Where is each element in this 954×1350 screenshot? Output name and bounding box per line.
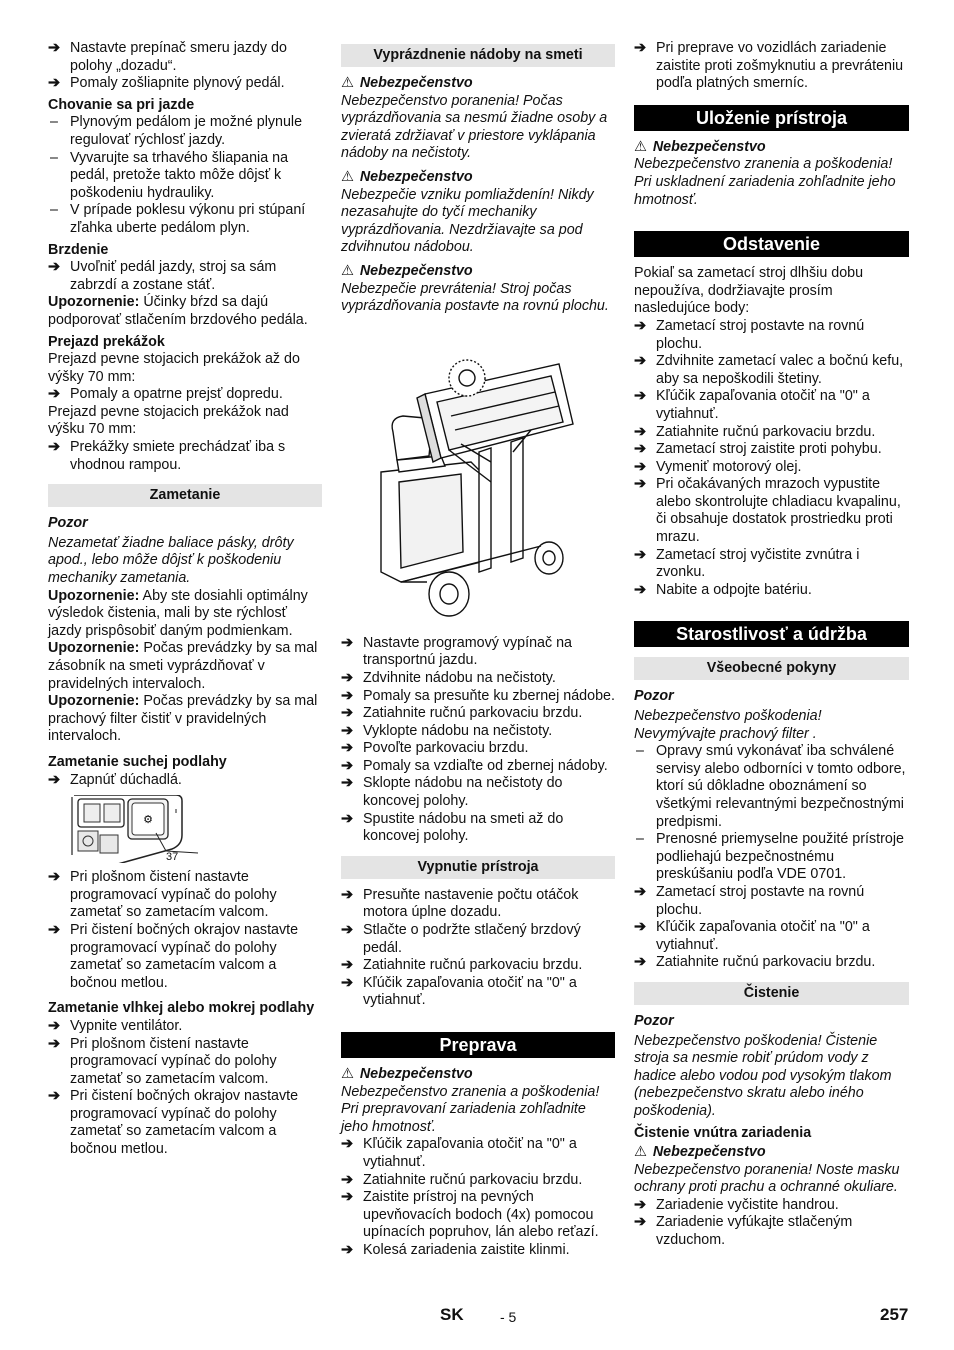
arrow-icon: ➔ — [341, 886, 353, 903]
note: Upozornenie: Počas prevádzky by sa mal zásobník na smeti vyprázdňovať v pravidelných intervaloch. — [48, 640, 318, 692]
arrow-icon: ➔ — [634, 40, 646, 56]
dash-icon: – — [636, 831, 644, 848]
footer-page-number: 257 — [880, 1305, 909, 1324]
list-item: ➔ Pomaly a opatrne prejsť dopredu. — [48, 386, 283, 403]
caution-text: Nebezpečenstvo poškodenia! Čistenie stroja sa nesmie robiť prúdom vody z hadice alebo vodou pod vysokým tlakom (nebezpečenstvo skratu alebo iného poškodenia). — [634, 1032, 892, 1119]
dash-icon: – — [50, 149, 58, 166]
column-right — [634, 40, 909, 1250]
arrow-icon: ➔ — [341, 1241, 353, 1258]
caution-text: Nevymývajte prachový filter . — [634, 725, 817, 742]
arrow-icon: ➔ — [48, 259, 60, 276]
list-item: ➔ Pri čistení bočných okrajov nastavte programovací vypínač do polohy zametať so zametacím valcom a bočnou metlou. — [48, 921, 299, 991]
danger-text: Nebezpečenstvo zranenia a poškodenia! Pri prepravovaní zariadenia zohľadnite jeho hmotnosť. — [341, 1083, 600, 1135]
list-item: ➔ Zatiahnite ručnú parkovaciu brzdu. — [341, 957, 583, 974]
arrow-icon: ➔ — [341, 722, 353, 739]
list-item: ➔ Presuňte nastavenie počtu otáčok motora úplne dozadu. — [341, 886, 579, 921]
section-care: Starostlivosť a údržba — [634, 621, 909, 647]
caution-label: Pozor — [634, 1012, 674, 1029]
arrow-icon: ➔ — [341, 669, 353, 686]
list-item: ➔ Zatiahnite ručnú parkovaciu brzdu. — [634, 954, 876, 971]
paragraph: Pokiaľ sa zametací stroj dlhšiu dobu nepoužíva, dodržiavajte prosím nasledujúce body: — [634, 265, 864, 317]
warning-icon: ⚠ — [341, 75, 354, 91]
arrow-icon: ➔ — [634, 423, 646, 440]
arrow-icon: ➔ — [48, 75, 60, 92]
list-item: – Plynovým pedálom je možné plynule regulovať rýchlosť jazdy. — [50, 114, 303, 148]
list-item: ➔ Zariadenie vyfúkajte stlačeným vzduchom. — [634, 1214, 853, 1249]
section-general: Všeobecné pokyny — [634, 657, 909, 680]
section-storage: Uloženie prístroja — [634, 105, 909, 131]
list-item: ➔ Vymeniť motorový olej. — [634, 458, 802, 475]
warning-icon: ⚠ — [634, 1144, 647, 1161]
heading-brake: Brzdenie — [48, 241, 109, 258]
arrow-icon: ➔ — [48, 921, 60, 938]
arrow-icon: ➔ — [48, 1088, 60, 1105]
arrow-icon: ➔ — [341, 1136, 353, 1153]
list-item: ➔ Zametací stroj postavte na rovnú plochu. — [634, 317, 865, 352]
footer-language: SK — [440, 1305, 464, 1324]
arrow-icon: ➔ — [634, 954, 646, 971]
arrow-icon: ➔ — [634, 317, 646, 334]
section-transport: Preprava — [341, 1032, 615, 1058]
caution-text: Nebezpečenstvo poškodenia! — [634, 708, 822, 725]
arrow-icon: ➔ — [634, 919, 646, 936]
list-item: ➔ Spustite nádobu na smeti až do koncovej polohy. — [341, 810, 564, 845]
section-cleaning: Čistenie — [634, 982, 909, 1005]
arrow-icon: ➔ — [48, 40, 60, 56]
list-item: ➔ Pomaly sa vzdiaľte od zbernej nádoby. — [341, 757, 608, 774]
arrow-icon: ➔ — [341, 775, 353, 792]
arrow-icon: ➔ — [341, 1171, 353, 1188]
dash-icon: – — [636, 743, 644, 760]
list-item: ➔ Sklopte nádobu na nečistoty do koncovej polohy. — [341, 775, 563, 810]
caution-label: Pozor — [48, 515, 88, 532]
arrow-icon: ➔ — [341, 687, 353, 704]
list-item: ➔ Vypnite ventilátor. — [48, 1017, 183, 1034]
arrow-icon: ➔ — [48, 1017, 60, 1034]
list-item: ➔ Stlačte o podržte stlačený brzdový pedál. — [341, 922, 581, 956]
sweeper-drawing — [341, 332, 615, 627]
sweeper-illustration — [341, 332, 615, 627]
svg-text:⚙: ⚙ — [143, 814, 153, 827]
danger-text: Nebezpečenstvo poranenia! Počas vyprázdňovania sa nesmú žiadne osoby a zvieratá zdržiavať v priestore vyklápania nádoby na nečistoty. — [341, 92, 608, 162]
list-item: ➔ Pri plošnom čistení nastavte programovací vypínač do polohy zametať so zametacím valcom. — [48, 869, 277, 921]
arrow-icon: ➔ — [341, 810, 353, 827]
list-item: ➔ Kľúčik zapaľovania otočiť na "0" a vytiahnuť. — [341, 1136, 577, 1170]
note: Upozornenie: Účinky bŕzd sa dajú podporovať stlačením brzdového pedála. — [48, 294, 308, 328]
list-item: ➔ Kľúčik zapaľovania otočiť na "0" a vytiahnuť. — [634, 388, 870, 422]
list-item: ➔ Pri preprave vo vozidlách zariadenie zaistite proti zošmyknutiu a prevráteniu podľa platných smerníc. — [634, 40, 904, 92]
note: Upozornenie: Počas prevádzky by sa mal prachový filter čistiť v pravidelných intervaloch. — [48, 693, 318, 745]
section-emptying: Vyprázdnenie nádoby na smeti — [341, 44, 615, 67]
arrow-icon: ➔ — [634, 353, 646, 370]
heading-inside-cleaning: Čistenie vnútra zariadenia — [634, 1124, 812, 1141]
list-item: ➔ Zatiahnite ručnú parkovaciu brzdu. — [341, 705, 583, 722]
arrow-icon: ➔ — [634, 476, 646, 493]
list-item: ➔ Kľúčik zapaľovania otočiť na "0" a vytiahnuť. — [341, 974, 577, 1009]
list-item: ➔ Nastavte prepínač smeru jazdy do polohy „dozadu“. — [48, 40, 287, 74]
arrow-icon: ➔ — [634, 581, 646, 598]
list-item: ➔ Nastavte programový vypínač na transportnú jazdu. — [341, 634, 572, 669]
arrow-icon: ➔ — [48, 439, 60, 456]
list-item: ➔ Zametací stroj postavte na rovnú plochu. — [634, 883, 865, 918]
danger-text: Nebezpečie vzniku pomliaždenín! Nikdy nezasahujte do tyčí mechaniky vyprázdňovania. Nezdržiavajte sa pod zdvihnutou nádobou. — [341, 186, 594, 256]
heading-driving: Chovanie sa pri jazde — [48, 96, 195, 113]
list-item: ➔ Prekážky smiete prechádzať iba s vhodnou rampou. — [48, 439, 286, 473]
caution-text: Nezametať žiadne baliace pásky, drôty apod., lebo môže dôjsť k poškodeniu mechaniky zametania. — [48, 534, 294, 587]
dash-icon: – — [50, 202, 58, 219]
danger-label: ⚠ Nebezpečenstvo — [634, 1144, 766, 1161]
arrow-icon: ➔ — [341, 740, 353, 757]
paragraph: Prejazd pevne stojacich prekážok až do výšky 70 mm: — [48, 351, 300, 385]
heading-dry: Zametanie suchej podlahy — [48, 753, 227, 770]
list-item: ➔ Pomaly zošliapnite plynový pedál. — [48, 75, 285, 92]
arrow-icon: ➔ — [341, 922, 353, 939]
arrow-icon: ➔ — [341, 634, 353, 651]
arrow-icon: ➔ — [341, 757, 353, 774]
list-item: ➔ Zatiahnite ručnú parkovaciu brzdu. — [341, 1171, 583, 1188]
warning-icon: ⚠ — [634, 138, 647, 155]
column-middle — [341, 44, 615, 1260]
list-item: ➔ Pri plošnom čistení nastavte programovací vypínač do polohy zametať so zametacím valcom. — [48, 1035, 277, 1087]
list-item: ➔ Zametací stroj vyčistite zvnútra i zvonku. — [634, 546, 860, 581]
danger-label: ⚠ Nebezpečenstvo — [634, 138, 766, 155]
arrow-icon: ➔ — [48, 869, 60, 886]
figure-callout: 37 — [166, 851, 179, 864]
arrow-icon: ➔ — [634, 458, 646, 475]
arrow-icon: ➔ — [341, 705, 353, 722]
warning-icon: ⚠ — [341, 262, 354, 279]
arrow-icon: ➔ — [341, 957, 353, 974]
paragraph: Prejazd pevne stojacich prekážok nad výšku 70 mm: — [48, 403, 289, 438]
column-left — [48, 40, 322, 1159]
note: Upozornenie: Aby ste dosiahli optimálny výsledok čistenia, mali by ste rýchlosť jazdy prispôsobiť daným podmienkam. — [48, 587, 308, 639]
arrow-icon: ➔ — [634, 883, 646, 900]
arrow-icon: ➔ — [634, 1214, 646, 1231]
arrow-icon: ➔ — [634, 441, 646, 458]
list-item: – Prenosné priemyselne použité prístroje podliehajú bezpečnostnému preskúšaniu podľa VDE 0701. — [636, 831, 904, 883]
list-item: ➔ Pomaly sa presuňte ku zbernej nádobe. — [341, 687, 615, 704]
list-item: ➔ Zdvihnite zametací valec a bočnú kefu, aby sa nepoškodili štetiny. — [634, 353, 904, 387]
danger-text: Nebezpečenstvo zranenia a poškodenia! Pri uskladnení zariadenia zohľadnite jeho hmotnosť. — [634, 156, 896, 208]
arrow-icon: ➔ — [634, 1196, 646, 1213]
warning-icon: ⚠ — [341, 1066, 354, 1082]
arrow-icon: ➔ — [634, 546, 646, 563]
list-item: ➔ Zaistite prístroj na pevných upevňovacích bodoch (4x) pomocou upínacích popruhov, lán alebo reťazí. — [341, 1189, 599, 1241]
caution-label: Pozor — [634, 688, 674, 705]
section-shutdown: Odstavenie — [634, 231, 909, 257]
list-item: – V prípade poklesu výkonu pri stúpaní zľahka uberte pedálom plyn. — [50, 202, 306, 236]
danger-text: Nebezpečie prevrátenia! Stroj počas vyprázdňovania postavte na rovnú plochu. — [341, 280, 609, 315]
list-item: ➔ Kľúčik zapaľovania otočiť na "0" a vytiahnuť. — [634, 919, 870, 953]
list-item: ➔ Pri čistení bočných okrajov nastavte programovací vypínač do polohy zametať so zametacím valcom a bočnou metlou. — [48, 1088, 299, 1158]
arrow-icon: ➔ — [341, 1189, 353, 1206]
list-item: ➔ Kolesá zariadenia zaistite klinmi. — [341, 1241, 570, 1258]
list-item: ➔ Zapnúť dúchadlá. — [48, 771, 182, 788]
list-item: – Opravy smú vykonávať iba schválené servisy alebo odborníci v tomto odbore, ktorí sú dôkladne oboznámení so všetkými relevantnými bezpečnostnými predpismi. — [636, 743, 906, 830]
dash-icon: – — [50, 114, 58, 131]
footer-page-local: - 5 — [500, 1309, 517, 1325]
danger-label: ⚠ Nebezpečenstvo — [341, 1066, 473, 1082]
arrow-icon: ➔ — [341, 974, 353, 991]
arrow-icon: ➔ — [48, 771, 60, 788]
list-item: ➔ Zametací stroj zaistite proti pohybu. — [634, 441, 882, 458]
list-item: ➔ Nabite a odpojte batériu. — [634, 581, 812, 598]
danger-text: Nebezpečenstvo poranenia! Noste masku ochrany proti prachu a ochranné okuliare. — [634, 1161, 900, 1196]
control-panel-figure — [48, 795, 322, 863]
danger-label: ⚠ Nebezpečenstvo — [341, 168, 473, 185]
arrow-icon: ➔ — [634, 388, 646, 405]
heading-obstacles: Prejazd prekážok — [48, 333, 165, 350]
danger-label: ⚠ Nebezpečenstvo — [341, 75, 473, 91]
list-item: – Vyvarujte sa trhavého šliapania na pedál, pretože takto môže dôjsť k poškodeniu hydrauliky. — [50, 149, 289, 201]
list-item: ➔ Uvoľniť pedál jazdy, stroj sa sám zabrzdí a zostane stáť. — [48, 259, 277, 293]
list-item: ➔ Vyklopte nádobu na nečistoty. — [341, 722, 553, 739]
warning-icon: ⚠ — [341, 168, 354, 185]
danger-label: ⚠ Nebezpečenstvo — [341, 262, 473, 279]
heading-wet: Zametanie vlhkej alebo mokrej podlahy — [48, 1000, 315, 1017]
arrow-icon: ➔ — [48, 1035, 60, 1052]
list-item: ➔ Zariadenie vyčistite handrou. — [634, 1196, 839, 1213]
section-switch-off: Vypnutie prístroja — [341, 856, 615, 879]
section-sweeping: Zametanie — [48, 484, 322, 507]
control-panel-drawing — [48, 795, 322, 863]
list-item: ➔ Povoľte parkovaciu brzdu. — [341, 740, 529, 757]
list-item: ➔ Zatiahnite ručnú parkovaciu brzdu. — [634, 423, 876, 440]
list-item: ➔ Pri očakávaných mrazoch vypustite alebo skontrolujte chladiacu kvapalinu, či obsahuje dostatok prostriedku proti mrazu. — [634, 476, 901, 546]
list-item: ➔ Zdvihnite nádobu na nečistoty. — [341, 669, 556, 686]
arrow-icon: ➔ — [48, 386, 60, 403]
